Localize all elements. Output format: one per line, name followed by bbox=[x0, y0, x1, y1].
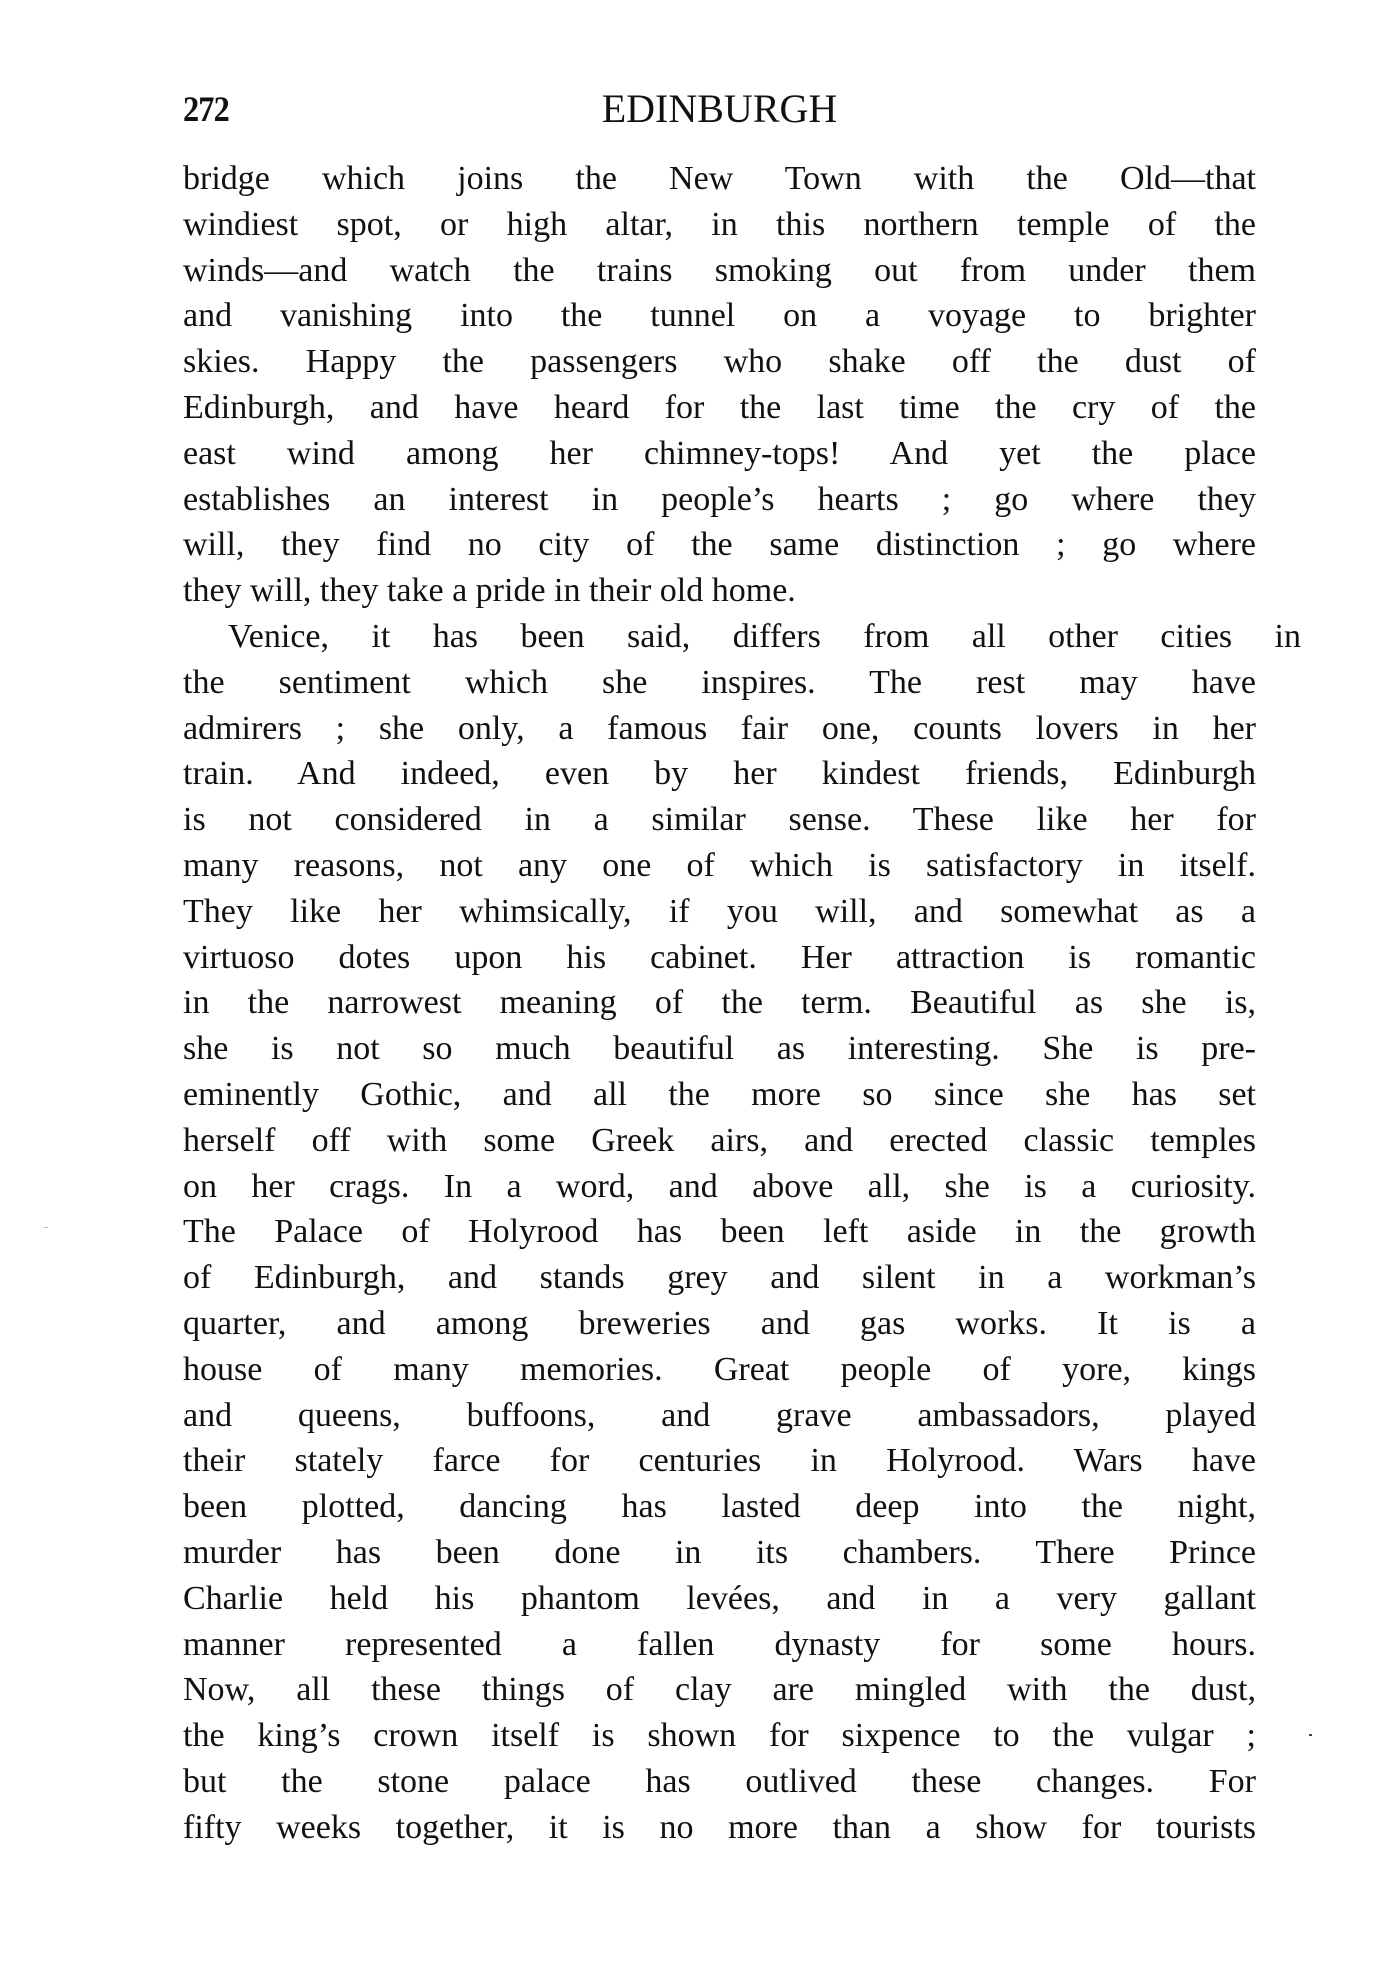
text-line: of Edinburgh, and stands grey and silent in a workman’s bbox=[183, 1259, 1256, 1297]
text-line: fifty weeks together, it is no more than a show for tourists bbox=[183, 1808, 1256, 1846]
text-line: windiest spot, or high altar, in this northern temple of the bbox=[183, 205, 1256, 243]
text-line: Venice, it has been said, differs from all other cities in bbox=[228, 617, 1301, 655]
text-line: many reasons, not any one of which is satisfactory in itself. bbox=[183, 846, 1256, 884]
text-line: house of many memories. Great people of yore, kings bbox=[183, 1350, 1256, 1388]
scan-speck bbox=[44, 1227, 48, 1228]
text-line: and vanishing into the tunnel on a voyage to brighter bbox=[183, 297, 1256, 335]
text-line: but the stone palace has outlived these changes. For bbox=[183, 1762, 1256, 1800]
text-line: Now, all these things of clay are mingled with the dust, bbox=[183, 1671, 1256, 1709]
text-line: the king’s crown itself is shown for sixpence to the vulgar ; bbox=[183, 1717, 1256, 1755]
text-line: is not considered in a similar sense. These like her for bbox=[183, 801, 1256, 839]
text-line: bridge which joins the New Town with the Old—that bbox=[183, 160, 1256, 197]
running-title: EDINBURGH bbox=[601, 86, 838, 131]
text-line: winds—and watch the trains smoking out from under them bbox=[183, 251, 1256, 289]
text-line: their stately farce for centuries in Holyrood. Wars have bbox=[183, 1442, 1256, 1480]
text-line: the sentiment which she inspires. The rest may have bbox=[183, 663, 1256, 701]
text-line: virtuoso dotes upon his cabinet. Her attraction is romantic bbox=[183, 938, 1256, 976]
text-line: The Palace of Holyrood has been left aside in the growth bbox=[183, 1213, 1256, 1251]
text-line: They like her whimsically, if you will, and somewhat as a bbox=[183, 892, 1256, 930]
text-line: east wind among her chimney-tops! And yet the place bbox=[183, 434, 1256, 472]
text-line: they will, they take a pride in their old home. bbox=[183, 572, 796, 610]
text-line: Edinburgh, and have heard for the last time the cry of the bbox=[183, 388, 1256, 426]
body-text bbox=[183, 156, 1301, 1850]
page-number: 272 bbox=[183, 89, 229, 129]
running-head bbox=[183, 84, 1256, 134]
paragraph bbox=[183, 614, 1301, 1851]
text-line: will, they find no city of the same distinction ; go where bbox=[183, 526, 1256, 564]
text-line: admirers ; she only, a famous fair one, counts lovers in her bbox=[183, 709, 1256, 747]
text-line: on her crags. In a word, and above all, she is a curiosity. bbox=[183, 1167, 1256, 1205]
text-line: herself off with some Greek airs, and erected classic temples bbox=[183, 1121, 1256, 1159]
text-line: establishes an interest in people’s hearts ; go where they bbox=[183, 480, 1256, 518]
scan-speck bbox=[1309, 1734, 1312, 1736]
text-line: manner represented a fallen dynasty for some hours. bbox=[183, 1625, 1256, 1663]
text-line: and queens, buffoons, and grave ambassadors, played bbox=[183, 1396, 1256, 1434]
text-line: skies. Happy the passengers who shake off the dust of bbox=[183, 343, 1256, 381]
text-line: quarter, and among breweries and gas works. It is a bbox=[183, 1304, 1256, 1342]
text-line: Charlie held his phantom levées, and in a very gallant bbox=[183, 1579, 1256, 1617]
text-line: eminently Gothic, and all the more so since she has set bbox=[183, 1075, 1256, 1113]
text-line: train. And indeed, even by her kindest friends, Edinburgh bbox=[183, 755, 1256, 793]
paragraph bbox=[183, 156, 1256, 614]
text-line: in the narrowest meaning of the term. Beautiful as she is, bbox=[183, 984, 1256, 1022]
text-line: murder has been done in its chambers. There Prince bbox=[183, 1533, 1256, 1571]
text-line: she is not so much beautiful as interesting. She is pre- bbox=[183, 1030, 1256, 1068]
text-line: been plotted, dancing has lasted deep into the night, bbox=[183, 1488, 1256, 1526]
